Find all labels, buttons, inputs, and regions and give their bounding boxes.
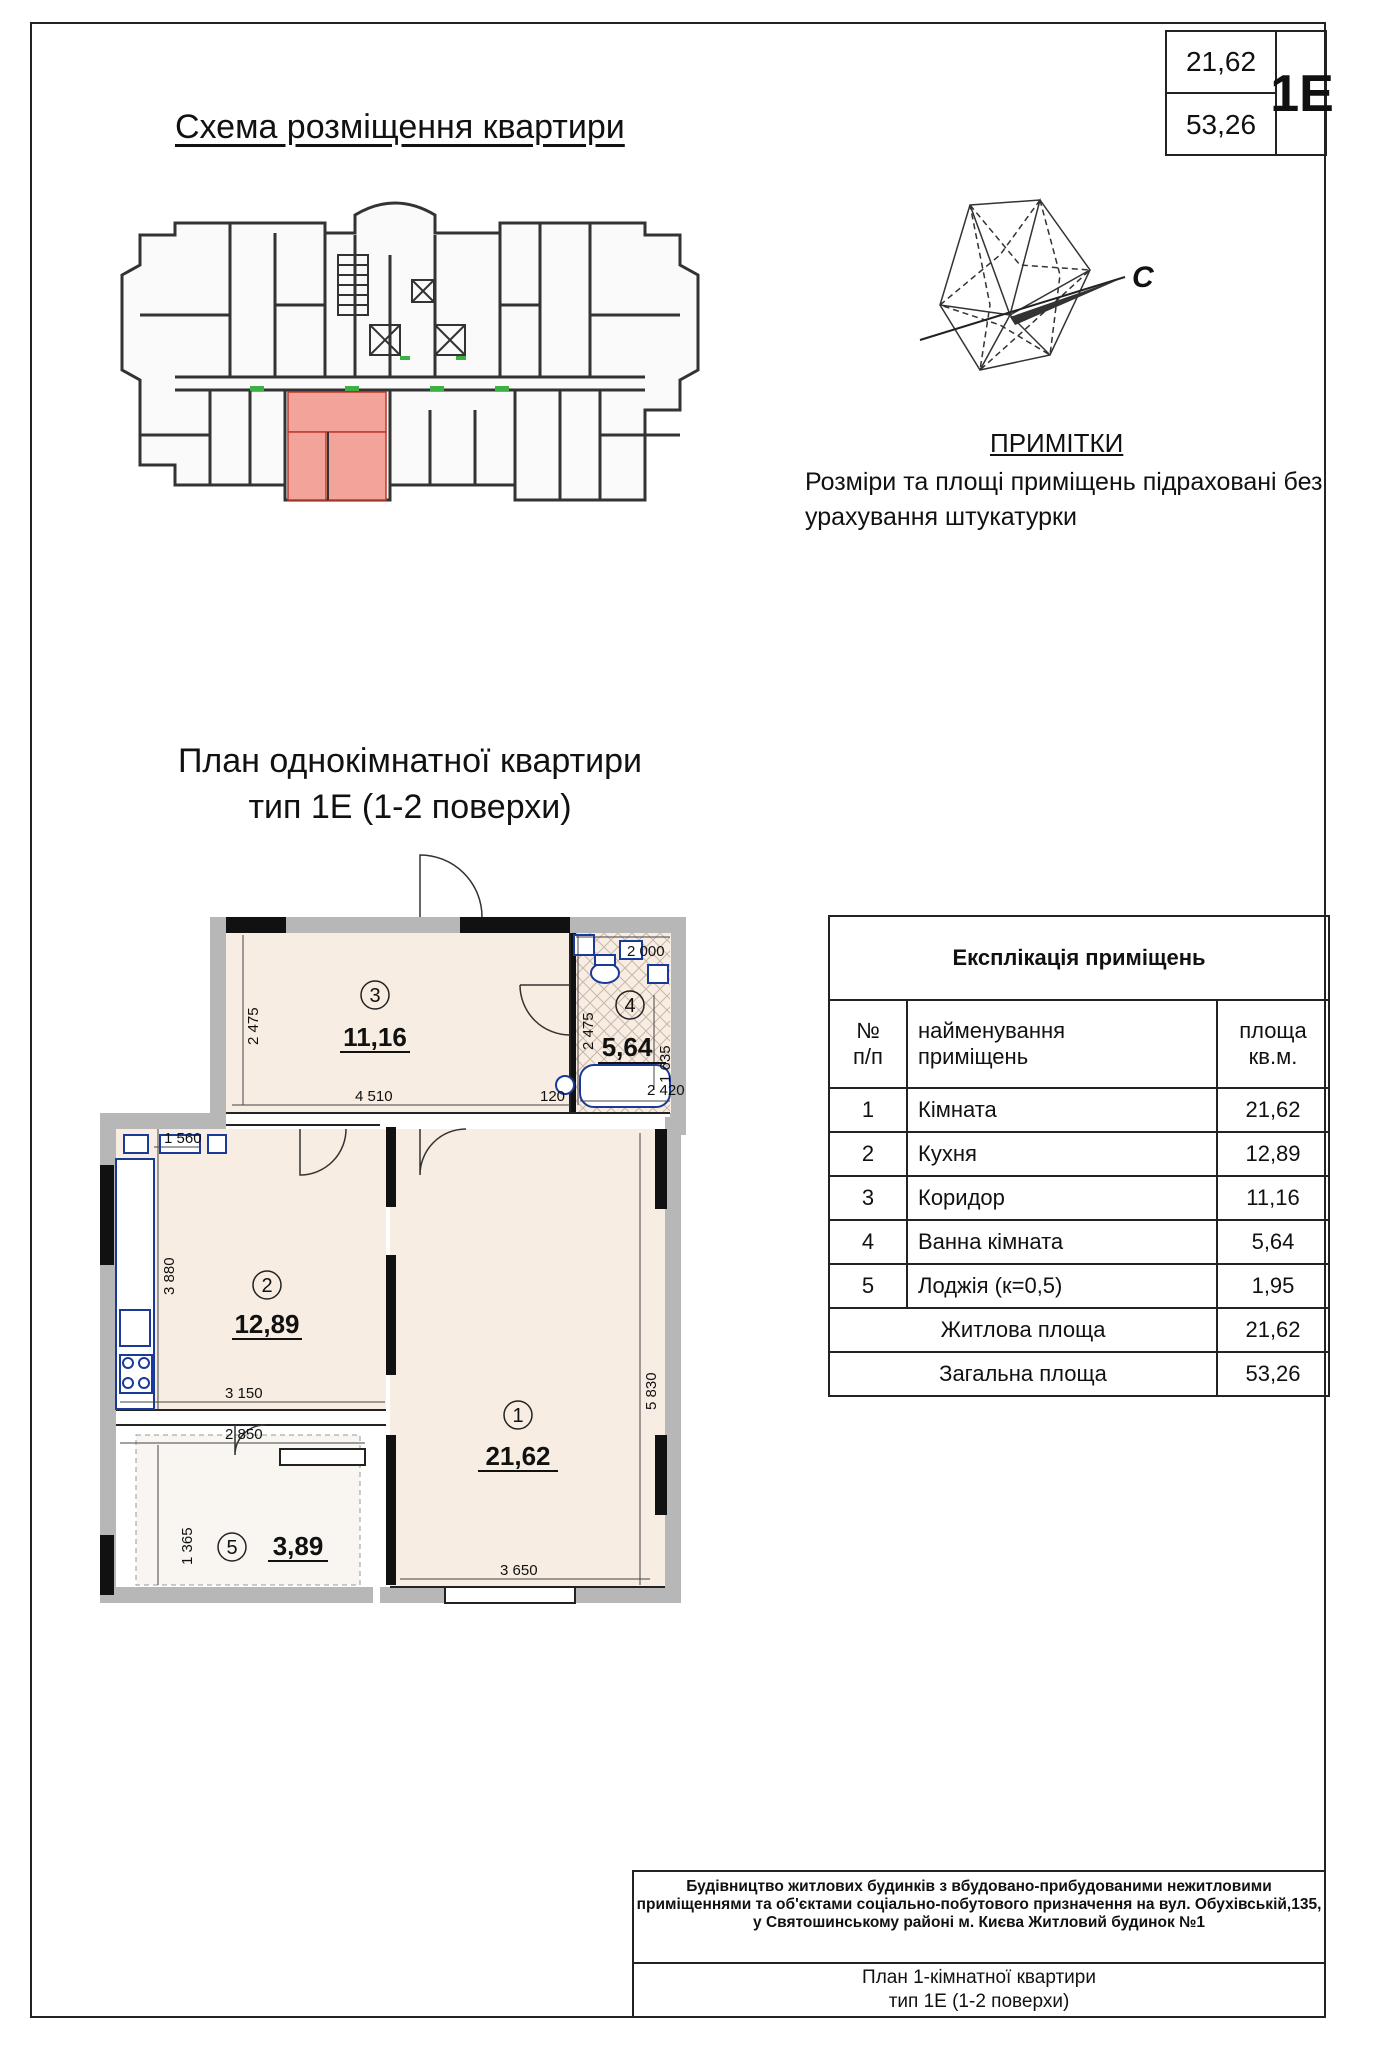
table-row <box>829 1132 1329 1176</box>
dim-bath-height: 2 475 <box>580 1012 597 1050</box>
room-5-area: 3,89 <box>272 1531 324 1561</box>
schema-title: Схема розміщення квартири <box>175 108 625 146</box>
row-area: 11,16 <box>1217 1176 1329 1220</box>
dim-bath-small: 1 635 <box>657 1045 674 1083</box>
row-area: 5,64 <box>1217 1220 1329 1264</box>
table-row <box>829 1264 1329 1308</box>
dim-loggia-width: 2 850 <box>225 1426 263 1443</box>
room-3-number: 3 <box>369 985 381 1007</box>
table-row <box>829 1176 1329 1220</box>
apartment-plan <box>100 835 790 1625</box>
stamp-living-area: 21,62 <box>1167 32 1277 94</box>
dim-kitchen-top: 1 560 <box>164 1130 202 1147</box>
row-name: Ванна кімната <box>907 1220 1217 1264</box>
compass-rose <box>900 195 1180 395</box>
floor-key-plan <box>100 195 720 535</box>
room-1-number: 1 <box>512 1405 524 1427</box>
stamp-type: 1E <box>1270 65 1334 123</box>
dim-kitchen-width: 3 150 <box>225 1385 263 1402</box>
row-name: Кімната <box>907 1088 1217 1132</box>
row-num: 3 <box>829 1176 907 1220</box>
project-description: Будівництво житлових будинків з вбудовано-прибудованими нежитловими приміщеннями та об'єктами соціально-побутового призначення на вул. Обухівській,135, у Святошинському районі м. Києва Житловий будинок №1 <box>634 1872 1324 1964</box>
dim-room-width: 3 650 <box>500 1562 538 1579</box>
row-area: 12,89 <box>1217 1132 1329 1176</box>
dim-corridor-gap: 120 <box>540 1088 566 1105</box>
table-row <box>829 1220 1329 1264</box>
notes-title: ПРИМІТКИ <box>990 428 1124 458</box>
row-name: Лоджія (к=0,5) <box>907 1264 1217 1308</box>
col-header-name: найменування приміщень <box>907 1000 1217 1088</box>
living-area-row <box>829 1308 1329 1352</box>
apartment-stamp <box>1165 30 1334 156</box>
notes-text: Розміри та площі приміщень підраховані без урахування штукатурки <box>805 468 1323 531</box>
living-area-label: Житлова площа <box>829 1308 1217 1352</box>
col-header-area: площа кв.м. <box>1217 1000 1329 1088</box>
row-area: 21,62 <box>1217 1088 1329 1132</box>
plan-title-line1: План однокімнатної квартири <box>177 742 643 780</box>
dim-bath-width-top: 2 000 <box>627 943 665 960</box>
row-name: Коридор <box>907 1176 1217 1220</box>
row-num: 2 <box>829 1132 907 1176</box>
row-name: Кухня <box>907 1132 1217 1176</box>
plan-title <box>130 738 690 830</box>
room-3-area: 11,16 <box>343 1022 407 1052</box>
room-5-number: 5 <box>226 1537 238 1559</box>
total-area-label: Загальна площа <box>829 1352 1217 1396</box>
plan-title-line2: тип 1Е (1-2 поверхи) <box>248 788 572 826</box>
dim-corridor-width: 4 510 <box>355 1088 393 1105</box>
table-row <box>829 1088 1329 1132</box>
total-area-value: 53,26 <box>1217 1352 1329 1396</box>
room-4-area: 5,64 <box>601 1032 653 1062</box>
dim-bath-width: 2 420 <box>647 1082 685 1099</box>
sheet-title-line1: План 1-кімнатної квартири <box>862 1967 1096 1988</box>
row-area: 1,95 <box>1217 1264 1329 1308</box>
explication-table <box>828 915 1330 1397</box>
dim-corridor-height: 2 475 <box>245 1007 262 1045</box>
sheet-title-line2: тип 1Е (1-2 поверхи) <box>888 1991 1070 2012</box>
compass-north-label: С <box>1132 261 1154 294</box>
room-2-number: 2 <box>261 1275 273 1297</box>
col-header-num: № п/п <box>829 1000 907 1088</box>
row-num: 4 <box>829 1220 907 1264</box>
total-area-row <box>829 1352 1329 1396</box>
living-area-value: 21,62 <box>1217 1308 1329 1352</box>
room-4-number: 4 <box>624 995 636 1017</box>
sheet-title <box>634 1966 1324 2014</box>
dim-kitchen-height: 3 880 <box>161 1257 178 1295</box>
row-num: 5 <box>829 1264 907 1308</box>
dim-loggia-height: 1 365 <box>179 1527 196 1565</box>
room-2-area: 12,89 <box>234 1309 300 1339</box>
stamp-total-area: 53,26 <box>1167 94 1277 156</box>
row-num: 1 <box>829 1088 907 1132</box>
dim-room-height: 5 830 <box>643 1372 660 1410</box>
room-1-area: 21,62 <box>485 1441 551 1471</box>
highlighted-apartment <box>288 392 386 500</box>
explication-title: Експлікація приміщень <box>829 916 1329 1000</box>
title-block <box>632 1870 1326 2018</box>
